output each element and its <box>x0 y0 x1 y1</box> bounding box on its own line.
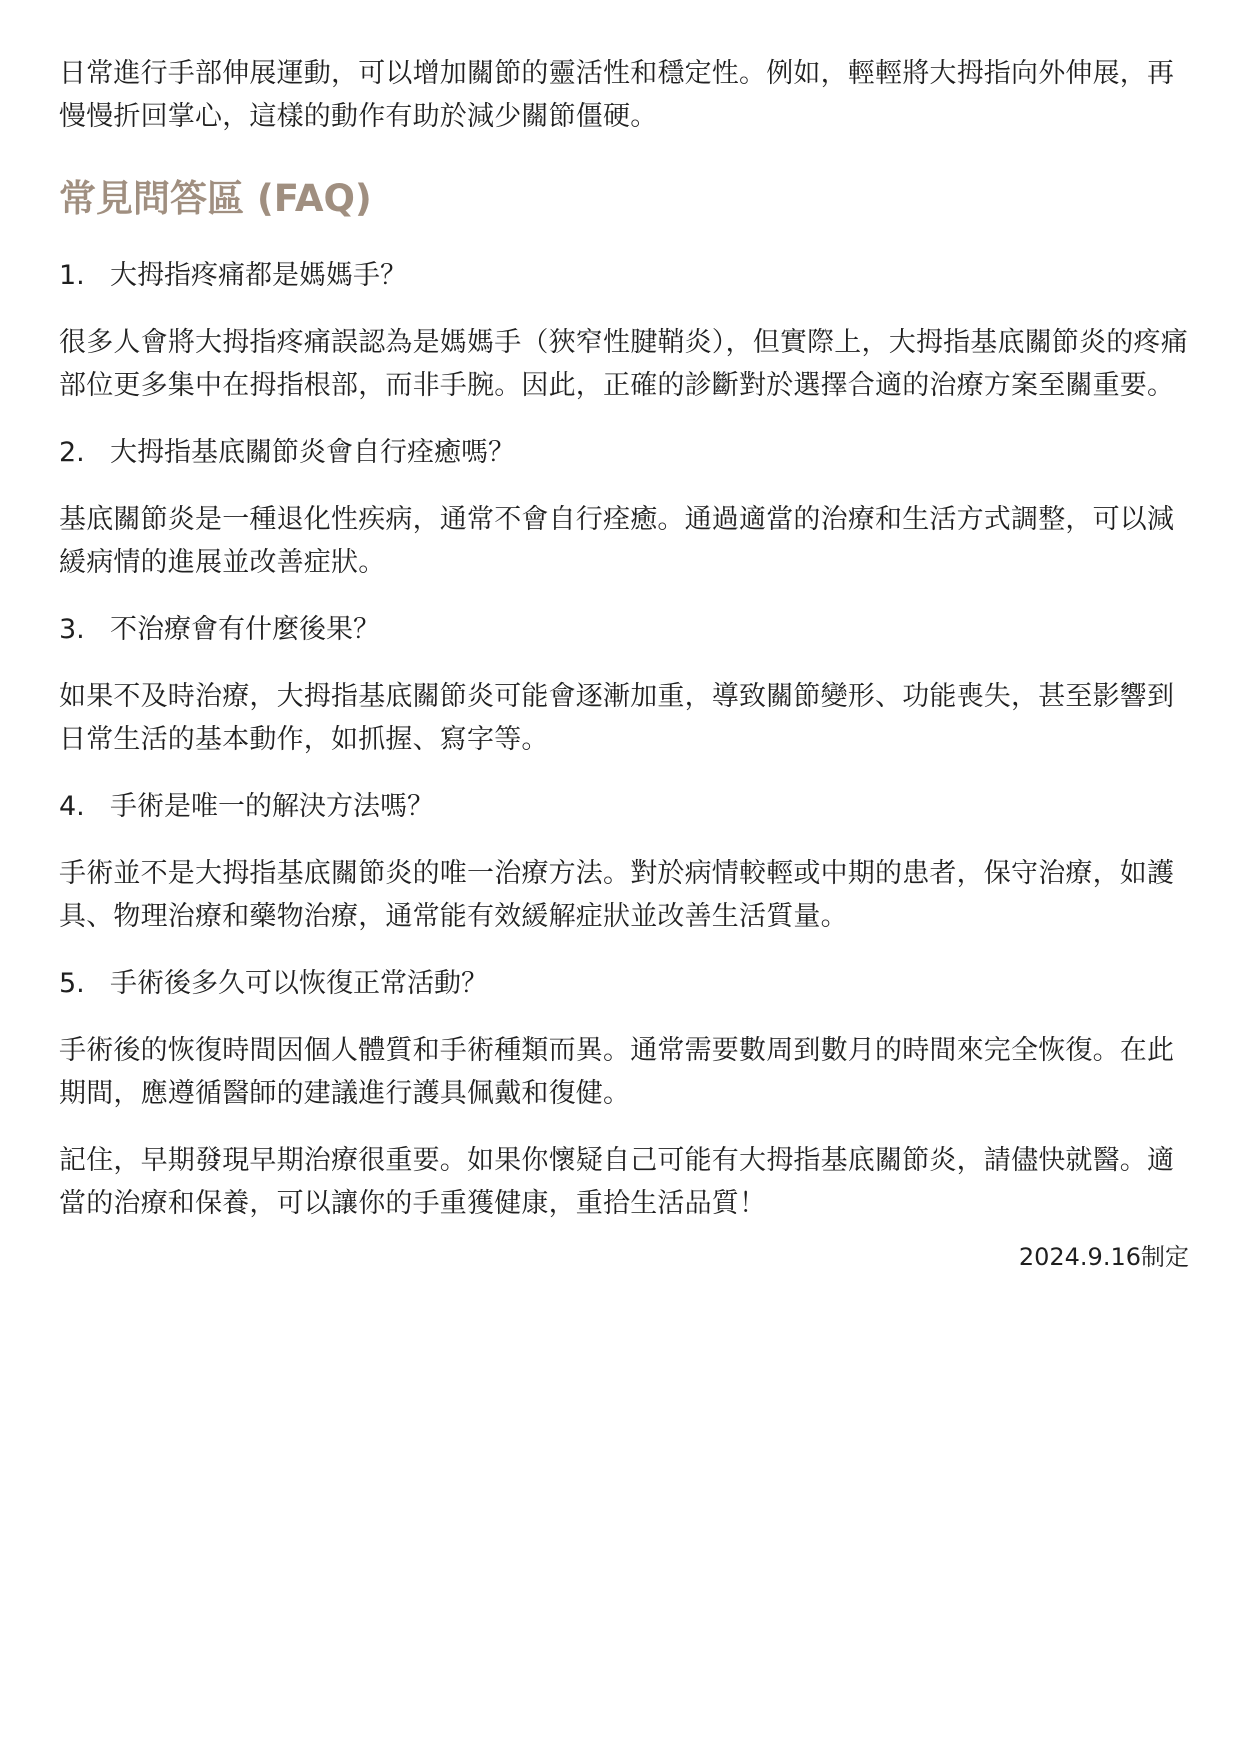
faq-question-text: 大拇指疼痛都是媽媽手？ <box>110 260 407 291</box>
faq-number: 5. <box>59 968 85 999</box>
faq-answer-5: 手術後的恢復時間因個人體質和手術種類而異。通常需要數周到數月的時間來完全恢復。在此期間，應遵循醫師的建議進行護具佩戴和復健。 <box>59 1035 1175 1109</box>
faq-question-text: 手術後多久可以恢復正常活動？ <box>110 968 488 999</box>
faq-number: 1. <box>59 260 85 291</box>
faq-number: 3. <box>59 614 85 645</box>
document-page <box>59 52 1189 1275</box>
faq-answer-3: 如果不及時治療，大拇指基底關節炎可能會逐漸加重，導致關節變形、功能喪失，甚至影響到日常生活的基本動作，如抓握、寫字等。 <box>59 681 1175 755</box>
faq-question-4 <box>59 785 1189 828</box>
faq-question-1 <box>59 254 1189 297</box>
faq-answer-4: 手術並不是大拇指基底關節炎的唯一治療方法。對於病情較輕或中期的患者，保守治療，如護具、物理治療和藥物治療，通常能有效緩解症狀並改善生活質量。 <box>59 858 1175 932</box>
faq-answer-1: 很多人會將大拇指疼痛誤認為是媽媽手（狹窄性腱鞘炎），但實際上，大拇指基底關節炎的疼痛部位更多集中在拇指根部，而非手腕。因此，正確的診斷對於選擇合適的治療方案至關重要。 <box>59 327 1188 401</box>
faq-question-text: 不治療會有什麼後果？ <box>110 614 380 645</box>
document-date: 2024.9.16制定 <box>1018 1243 1189 1271</box>
faq-question-2 <box>59 431 1189 474</box>
faq-question-5 <box>59 962 1189 1005</box>
faq-question-3 <box>59 608 1189 651</box>
closing-paragraph: 記住，早期發現早期治療很重要。如果你懷疑自己可能有大拇指基底關節炎，請儘快就醫。適當的治療和保養，可以讓你的手重獲健康，重拾生活品質！ <box>59 1145 1175 1219</box>
intro-paragraph: 日常進行手部伸展運動，可以增加關節的靈活性和穩定性。例如，輕輕將大拇指向外伸展，再慢慢折回掌心，這樣的動作有助於減少關節僵硬。 <box>59 58 1175 132</box>
faq-number: 2. <box>59 437 85 468</box>
faq-question-text: 手術是唯一的解決方法嗎？ <box>110 791 434 822</box>
faq-question-text: 大拇指基底關節炎會自行痊癒嗎？ <box>110 437 515 468</box>
faq-answer-2: 基底關節炎是一種退化性疾病，通常不會自行痊癒。通過適當的治療和生活方式調整，可以減緩病情的進展並改善症狀。 <box>59 504 1175 578</box>
faq-number: 4. <box>59 791 85 822</box>
faq-heading: 常見問答區 (FAQ) <box>59 177 372 220</box>
